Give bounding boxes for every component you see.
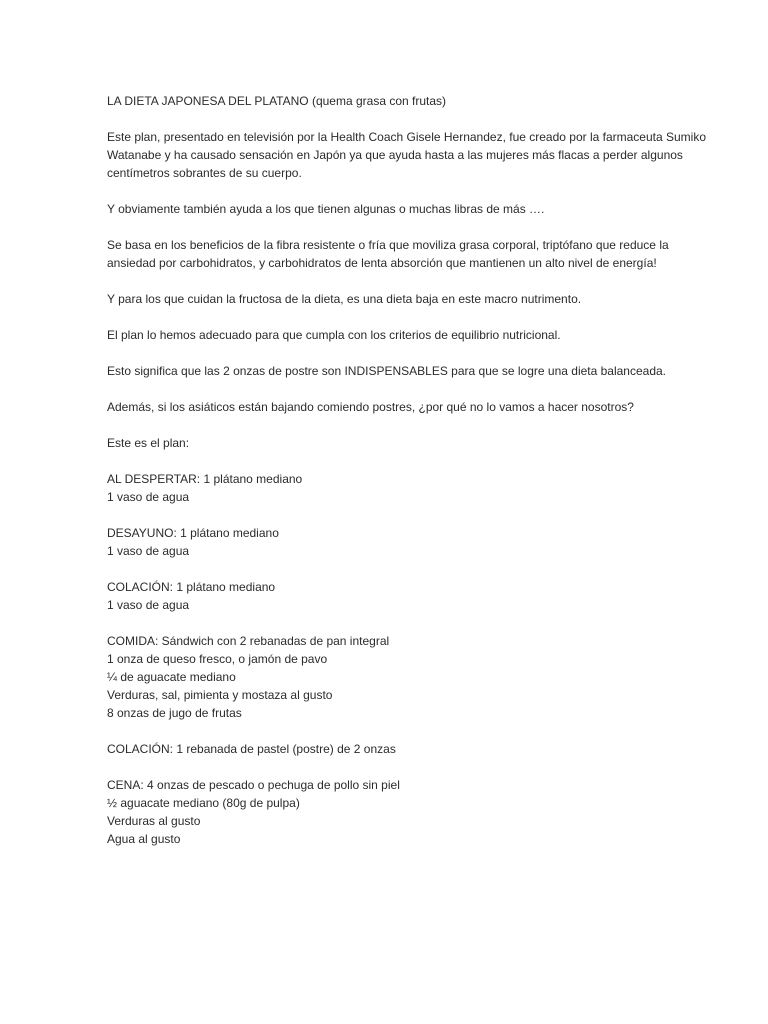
paragraph-fructose: Y para los que cuidan la fructosa de la dieta, es una dieta baja en este macro nutrimento. [107, 292, 582, 306]
paragraph-fiber-benefits: Se basa en los beneficios de la fibra resistente o fría que moviliza grasa corporal, triptófano que reduce la ansiedad por carbohidratos, y carbohidratos de lenta absorción que mantienen un alto nivel de energía! [107, 238, 669, 270]
meal-block-colacion-1 [107, 578, 707, 614]
meal-line: DESAYUNO: 1 plátano mediano [107, 526, 279, 540]
paragraph-nutritional-balance: El plan lo hemos adecuado para que cumpla con los criterios de equilibrio nutricional. [107, 328, 561, 342]
paragraph-plan-intro: Este es el plan: [107, 436, 190, 450]
document-title: LA DIETA JAPONESA DEL PLATANO (quema grasa con frutas) [107, 94, 447, 108]
meal-block-cena [107, 776, 707, 848]
meal-block-desayuno [107, 524, 707, 560]
meal-line: COLACIÓN: 1 rebanada de pastel (postre) de 2 onzas [107, 742, 396, 756]
meal-line: ¼ de aguacate mediano [107, 670, 236, 684]
meal-line: 1 vaso de agua [107, 544, 190, 558]
meal-line: COMIDA: Sándwich con 2 rebanadas de pan integral [107, 634, 390, 648]
meal-line: CENA: 4 onzas de pescado o pechuga de pollo sin piel [107, 778, 400, 792]
paragraph-intro: Este plan, presentado en televisión por la Health Coach Gisele Hernandez, fue creado por la farmaceuta Sumiko Watanabe y ha causado sensación en Japón ya que ayuda hasta a las mujeres más flacas a perder algunos centímetros sobrantes de su cuerpo. [107, 130, 707, 180]
meal-block-colacion-2 [107, 740, 707, 758]
meal-line: Verduras al gusto [107, 814, 201, 828]
meal-line: Verduras, sal, pimienta y mostaza al gusto [107, 688, 333, 702]
meal-line: 8 onzas de jugo de frutas [107, 706, 242, 720]
meal-block-al-despertar [107, 470, 707, 506]
meal-line: 1 vaso de agua [107, 598, 190, 612]
meal-block-comida [107, 632, 707, 722]
document-page [107, 92, 707, 866]
meal-line: 1 vaso de agua [107, 490, 190, 504]
paragraph-dessert: Esto significa que las 2 onzas de postre son INDISPENSABLES para que se logre una dieta balanceada. [107, 364, 667, 378]
meal-line: ½ aguacate mediano (80g de pulpa) [107, 796, 300, 810]
paragraph-asians: Además, si los asiáticos están bajando comiendo postres, ¿por qué no lo vamos a hacer nosotros? [107, 400, 634, 414]
meal-line: COLACIÓN: 1 plátano mediano [107, 580, 276, 594]
paragraph-extra-pounds: Y obviamente también ayuda a los que tienen algunas o muchas libras de más …. [107, 202, 545, 216]
meal-line: Agua al gusto [107, 832, 181, 846]
meal-line: 1 onza de queso fresco, o jamón de pavo [107, 652, 328, 666]
meal-line: AL DESPERTAR: 1 plátano mediano [107, 472, 303, 486]
